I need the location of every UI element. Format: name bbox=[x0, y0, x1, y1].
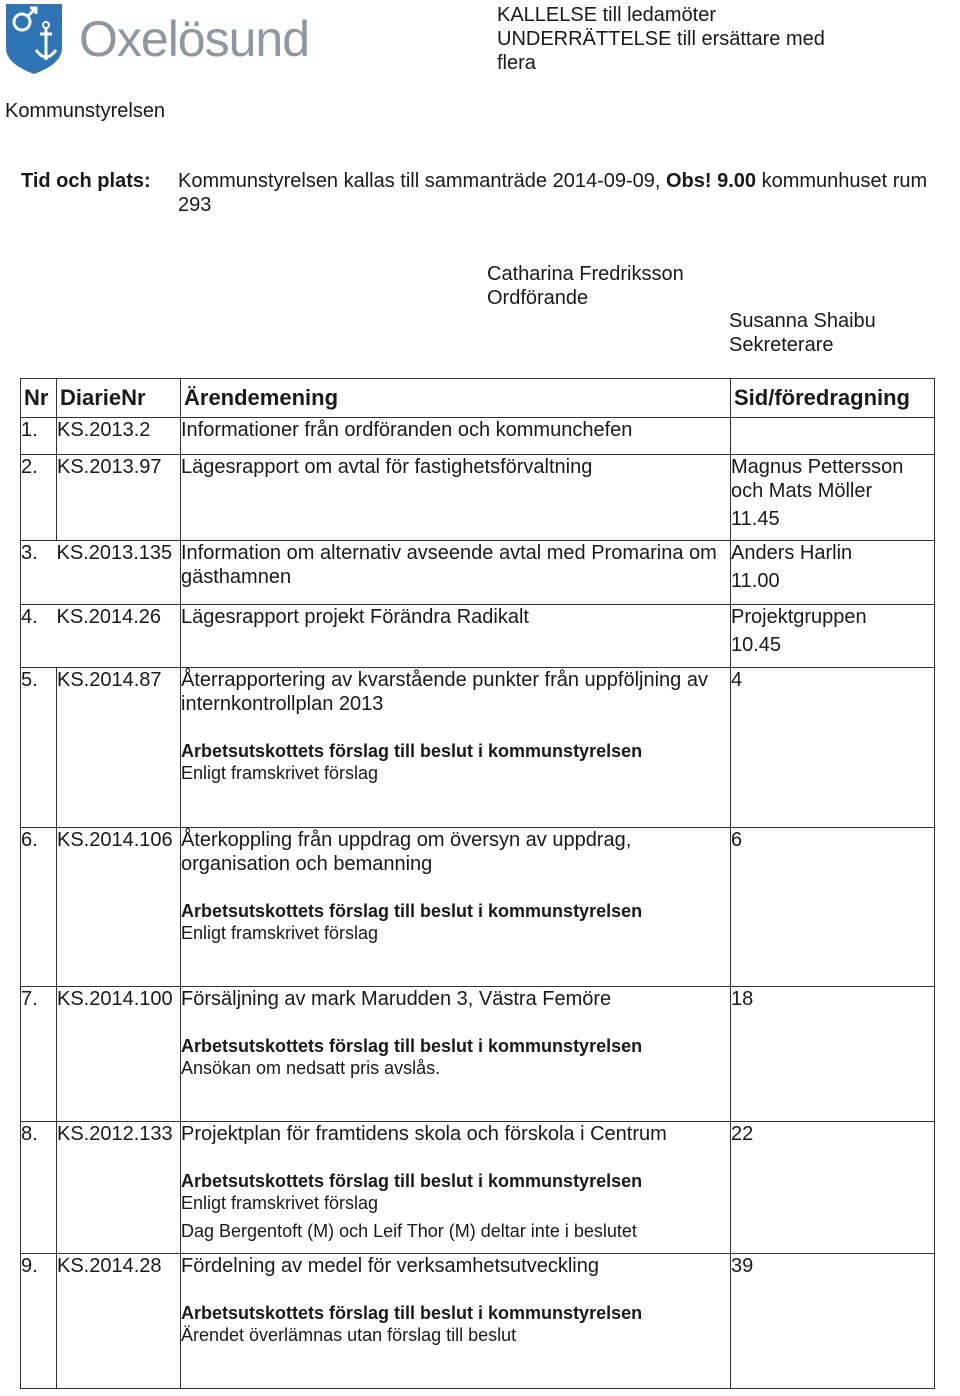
proposal-text: Enligt framskrivet förslag bbox=[181, 1193, 379, 1213]
signature-secretary bbox=[729, 309, 876, 357]
row-sid bbox=[731, 418, 935, 455]
presentation-time: 10.45 bbox=[731, 634, 782, 656]
proposal-text: Ansökan om nedsatt pris avslås. bbox=[181, 1058, 441, 1078]
row-title: Återrapportering av kvarstående punkter från uppföljning av internkontrollplan 2013 bbox=[181, 669, 708, 715]
presentation-time: 11.45 bbox=[731, 508, 780, 530]
proposal-text: Ärendet överlämnas utan förslag till beslut bbox=[181, 1325, 517, 1345]
time-place-text-part: kommunhuset rum 293 bbox=[178, 170, 928, 216]
row-diarienr: KS.2014.26 bbox=[57, 605, 181, 668]
coat-of-arms-icon bbox=[3, 2, 65, 76]
table-row bbox=[21, 828, 935, 987]
presenter: Anders Harlin bbox=[731, 542, 853, 564]
time-place-text-part: Kommunstyrelsen kallas till sammanträde 2014-09-09, bbox=[178, 170, 666, 192]
row-nr: 2. bbox=[21, 455, 57, 541]
presenter: Projektgruppen bbox=[731, 606, 867, 628]
row-title: Information om alternativ avseende avtal med Promarina om gästhamnen bbox=[181, 541, 731, 605]
row-title: Informationer från ordföranden och kommunchefen bbox=[181, 418, 731, 455]
row-diarienr: KS.2014.28 bbox=[57, 1254, 181, 1389]
row-diarienr: KS.2014.87 bbox=[57, 668, 181, 828]
row-nr: 4. bbox=[21, 605, 57, 668]
time-place-bold: Obs! 9.00 bbox=[666, 170, 757, 192]
row-sid: 4 bbox=[731, 668, 935, 828]
organization-name: Kommunstyrelsen bbox=[5, 100, 166, 122]
row-title: Lägesrapport om avtal för fastighetsförvaltning bbox=[181, 455, 731, 541]
signature-name: Susanna Shaibu bbox=[729, 310, 876, 332]
row-diarienr: KS.2014.100 bbox=[57, 987, 181, 1122]
logo-wordmark: Oxelösund bbox=[79, 11, 310, 67]
row-title-cell bbox=[181, 1254, 731, 1389]
time-place-label: Tid och plats: bbox=[21, 170, 151, 192]
table-row bbox=[21, 455, 935, 541]
row-sid bbox=[731, 605, 935, 668]
presentation-time: 11.00 bbox=[731, 570, 780, 592]
row-sid: 6 bbox=[731, 828, 935, 987]
row-nr: 1. bbox=[21, 418, 57, 455]
row-sid: 22 bbox=[731, 1122, 935, 1254]
row-diarienr: KS.2013.97 bbox=[57, 455, 181, 541]
presenter: Magnus Pettersson och Mats Möller bbox=[731, 456, 904, 502]
row-sid bbox=[731, 455, 935, 541]
proposal-text: Enligt framskrivet förslag bbox=[181, 923, 379, 943]
row-nr: 8. bbox=[21, 1122, 57, 1254]
row-diarienr: KS.2013.2 bbox=[57, 418, 181, 455]
notice-line: KALLELSE till ledamöter bbox=[497, 4, 717, 26]
proposal-heading: Arbetsutskottets förslag till beslut i kommunstyrelsen bbox=[181, 1036, 643, 1056]
notice-line: UNDERRÄTTELSE till ersättare med bbox=[497, 28, 825, 50]
agenda-table bbox=[20, 378, 935, 1389]
header-nr: Nr bbox=[21, 379, 57, 418]
signature-name: Catharina Fredriksson bbox=[487, 263, 684, 285]
table-row bbox=[21, 418, 935, 455]
table-row bbox=[21, 1254, 935, 1389]
notice-line: flera bbox=[497, 52, 536, 74]
row-nr: 6. bbox=[21, 828, 57, 987]
row-nr: 5. bbox=[21, 668, 57, 828]
notice-heading bbox=[497, 3, 917, 75]
signature-role: Ordförande bbox=[487, 287, 589, 309]
table-header-row bbox=[21, 379, 935, 418]
row-sid: 18 bbox=[731, 987, 935, 1122]
row-diarienr: KS.2012.133 bbox=[57, 1122, 181, 1254]
row-title: Återkoppling från uppdrag om översyn av uppdrag, organisation och bemanning bbox=[181, 829, 632, 875]
proposal-heading: Arbetsutskottets förslag till beslut i kommunstyrelsen bbox=[181, 1303, 643, 1323]
proposal-heading: Arbetsutskottets förslag till beslut i kommunstyrelsen bbox=[181, 901, 643, 921]
table-row bbox=[21, 1122, 935, 1254]
row-title-cell bbox=[181, 1122, 731, 1254]
time-place-text bbox=[178, 169, 960, 217]
row-sid: 39 bbox=[731, 1254, 935, 1389]
row-nr: 7. bbox=[21, 987, 57, 1122]
proposal-heading: Arbetsutskottets förslag till beslut i kommunstyrelsen bbox=[181, 741, 643, 761]
row-sid bbox=[731, 541, 935, 605]
table-row bbox=[21, 541, 935, 605]
row-title-cell bbox=[181, 828, 731, 987]
row-title: Fördelning av medel för verksamhetsutveckling bbox=[181, 1255, 599, 1277]
header-title: Ärendemening bbox=[181, 379, 731, 418]
header-sid: Sid/föredragning bbox=[731, 379, 935, 418]
row-title-cell bbox=[181, 668, 731, 828]
proposal-heading: Arbetsutskottets förslag till beslut i kommunstyrelsen bbox=[181, 1171, 643, 1191]
row-nr: 3. bbox=[21, 541, 57, 605]
row-nr: 9. bbox=[21, 1254, 57, 1389]
table-row bbox=[21, 605, 935, 668]
signature-chair bbox=[487, 262, 684, 310]
row-title-cell bbox=[181, 987, 731, 1122]
row-diarienr: KS.2014.106 bbox=[57, 828, 181, 987]
table-row bbox=[21, 668, 935, 828]
signature-role: Sekreterare bbox=[729, 334, 834, 356]
header-diarienr: DiarieNr bbox=[57, 379, 181, 418]
row-title: Lägesrapport projekt Förändra Radikalt bbox=[181, 605, 731, 668]
proposal-note: Dag Bergentoft (M) och Leif Thor (M) deltar inte i beslutet bbox=[181, 1221, 637, 1241]
proposal-text: Enligt framskrivet förslag bbox=[181, 763, 379, 783]
oxelosund-logo bbox=[3, 2, 333, 78]
row-title: Projektplan för framtidens skola och förskola i Centrum bbox=[181, 1123, 667, 1145]
table-row bbox=[21, 987, 935, 1122]
row-title: Försäljning av mark Marudden 3, Västra Femöre bbox=[181, 988, 612, 1010]
row-diarienr: KS.2013.135 bbox=[57, 541, 181, 605]
